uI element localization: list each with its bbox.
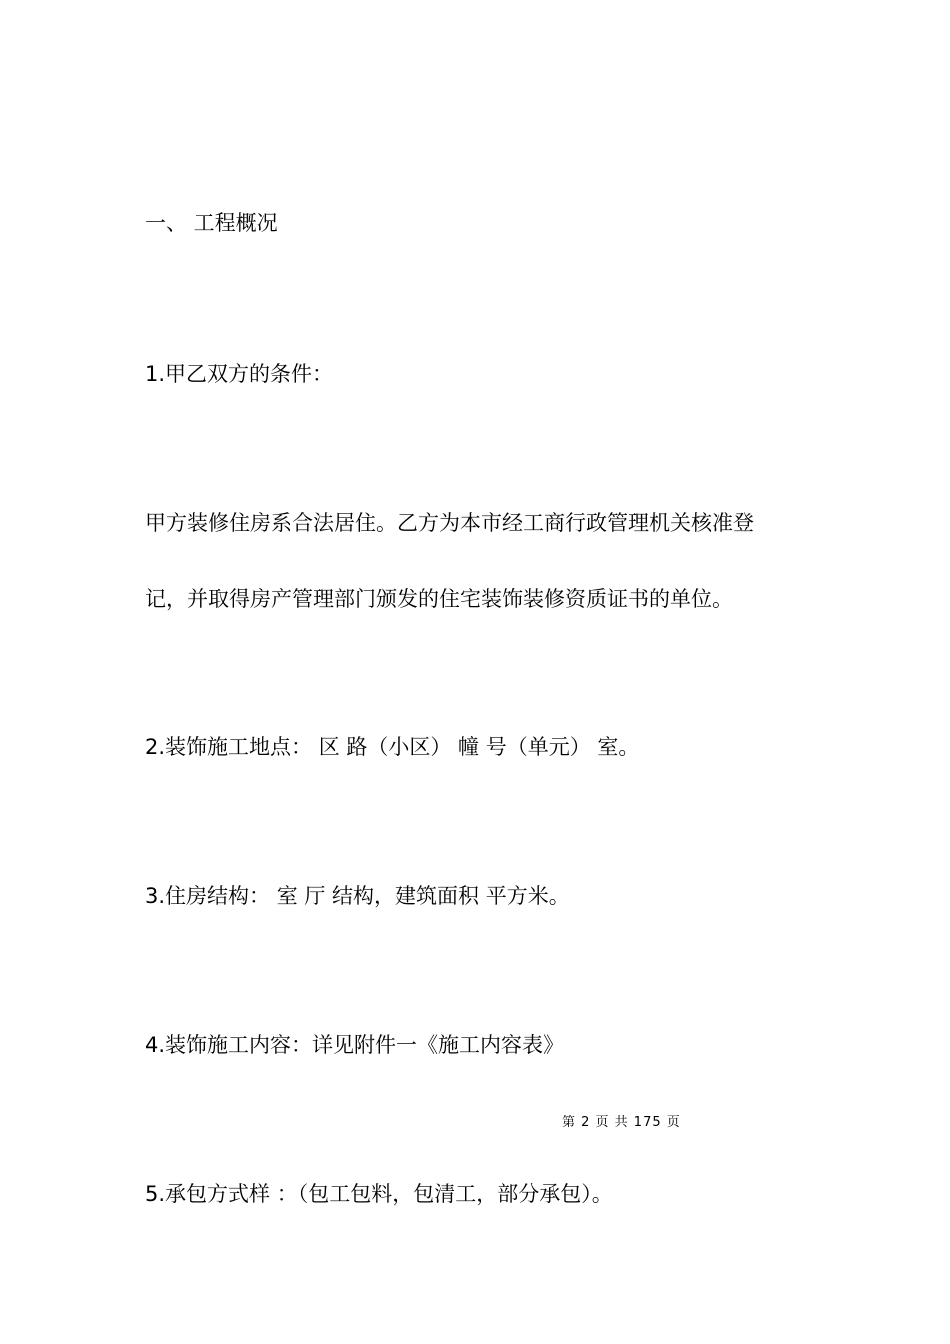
clause-4-construction-content: 4.装饰施工内容：详见附件一《施工内容表》 — [145, 1033, 565, 1057]
clause-5-contract-method: 5.承包方式样 ：（包工包料，包清工，部分承包）。 — [145, 1182, 613, 1206]
clause-1-title: 1.甲乙双方的条件： — [145, 362, 334, 386]
clause-2-construction-location: 2.装饰施工地点： 区 路（小区） 幢 号（单元） 室。 — [145, 735, 640, 759]
clause-3-housing-structure: 3.住房结构： 室 厅 结构，建筑面积 平方米。 — [145, 884, 570, 908]
clause-1-body-line-2: 记，并取得房产管理部门颁发的住宅装饰装修资质证书的单位。 — [145, 587, 733, 611]
clause-1-body-line-1: 甲方装修住房系合法居住。乙方为本市经工商行政管理机关核准登 — [145, 511, 754, 535]
page-indicator: 第 2 页 共 175 页 — [562, 1115, 681, 1130]
section-heading: 一、 工程概况 — [145, 211, 278, 235]
